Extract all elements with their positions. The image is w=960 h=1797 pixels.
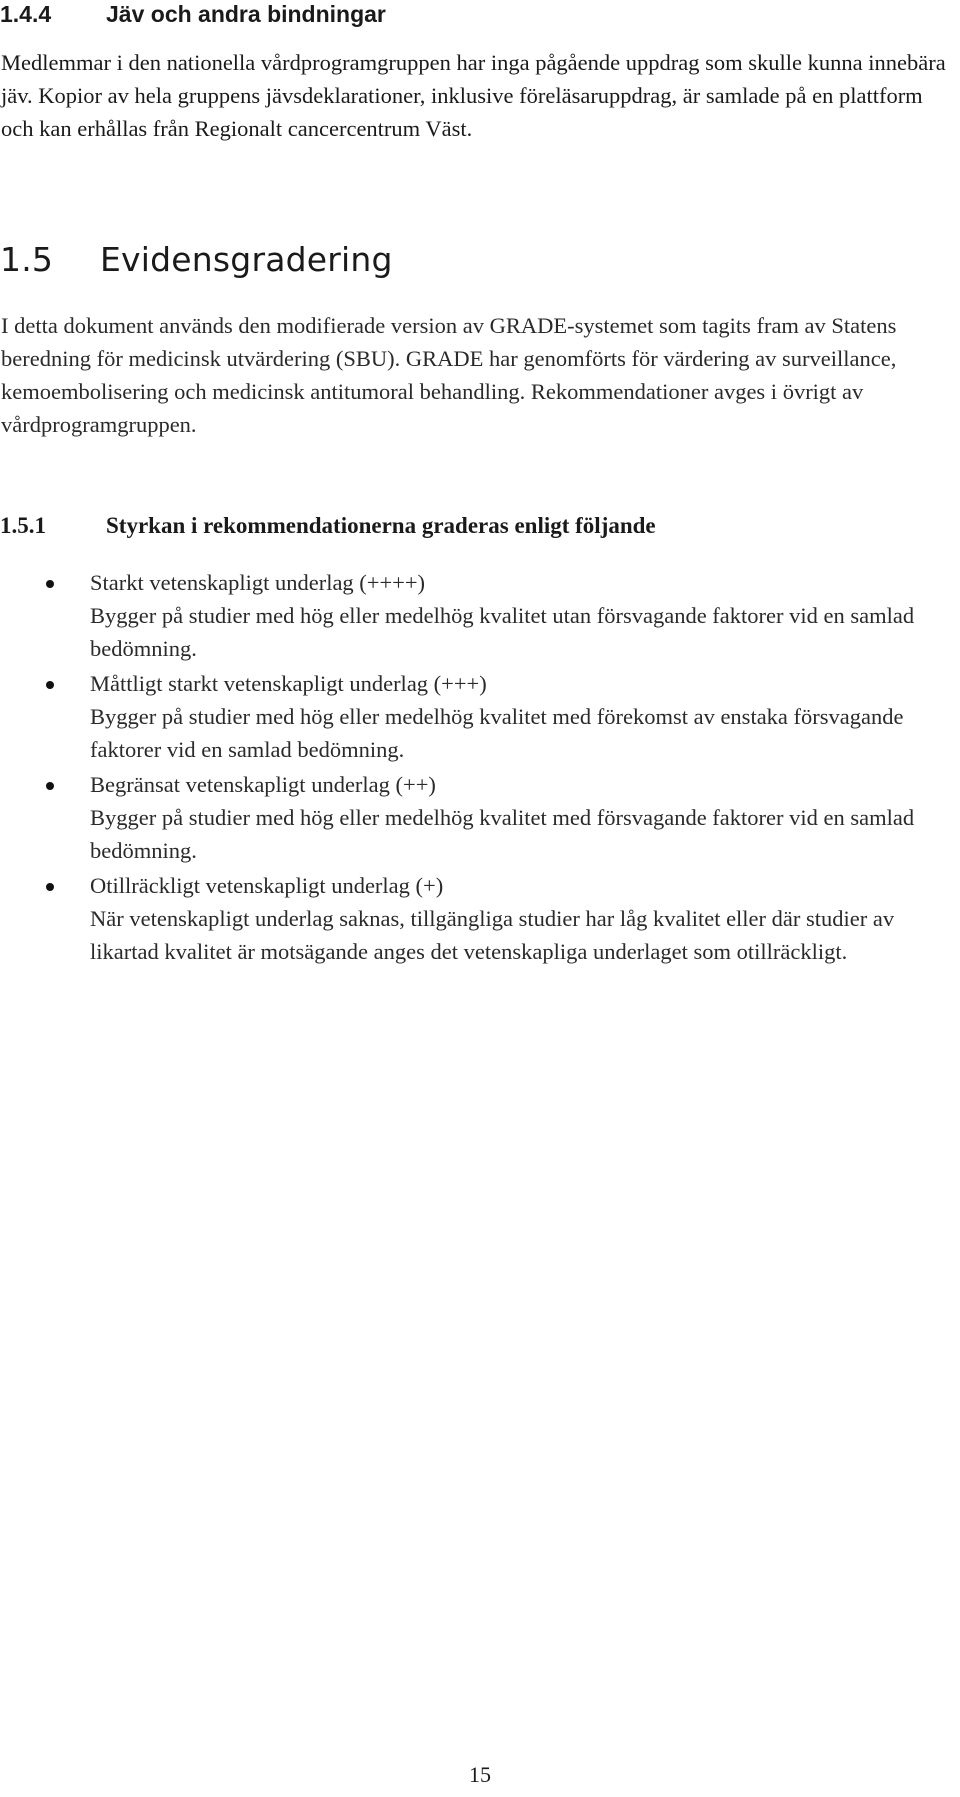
list-item (0, 869, 930, 968)
list-item-text: Bygger på studier med hög eller medelhög kvalitet med förekomst av enstaka försvagande faktorer vid en samlad bedömning. (90, 704, 904, 762)
bullet-icon (46, 681, 54, 689)
list-item (0, 768, 930, 867)
page-number: 15 (469, 1762, 491, 1787)
section-1-5-1-number: 1.5.1 (0, 513, 46, 538)
section-1-5-body: I detta dokument används den modifierade version av GRADE-systemet som tagits fram av Statens beredning för medicinsk utvärdering (SBU). GRADE har genomförts för värdering av surveillance, kemoembolisering och medicinsk antitumoral behandling. Rekommendationer avges i övrigt av vårdprogramgruppen. (1, 313, 897, 437)
bullet-icon (46, 580, 54, 588)
list-item-text: Bygger på studier med hög eller medelhög kvalitet utan försvagande faktorer vid en samlad bedömning. (90, 603, 915, 661)
section-1-5-heading (0, 240, 393, 280)
list-item-text: Bygger på studier med hög eller medelhög kvalitet med försvagande faktorer vid en samlad bedömning. (90, 805, 915, 863)
list-item-heading: Starkt vetenskapligt underlag (++++) (90, 570, 426, 595)
list-item-heading: Måttligt starkt vetenskapligt underlag (+++) (90, 671, 487, 696)
list-item (0, 667, 930, 766)
evidence-grade-list (0, 566, 930, 970)
section-1-5-1-heading (0, 511, 656, 541)
section-1-4-4-title: Jäv och andra bindningar (106, 1, 386, 27)
section-1-5-number: 1.5 (0, 240, 54, 279)
list-item-heading: Begränsat vetenskapligt underlag (++) (90, 772, 436, 797)
section-1-4-4-number: 1.4.4 (0, 1, 52, 27)
list-item-heading: Otillräckligt vetenskapligt underlag (+) (90, 873, 444, 898)
bullet-icon (46, 782, 54, 790)
section-1-5-title: Evidensgradering (100, 240, 393, 279)
section-1-4-4-body: Medlemmar i den nationella vårdprogramgruppen har inga pågående uppdrag som skulle kunna innebära jäv. Kopior av hela gruppens jävsdeklarationer, inklusive föreläsaruppdrag, är samlade på en plattform och kan erhållas från Regionalt cancercentrum Väst. (1, 50, 946, 141)
section-1-4-4-heading (0, 0, 386, 28)
section-1-5-1-title: Styrkan i rekommendationerna graderas enligt följande (106, 513, 656, 538)
list-item-text: När vetenskapligt underlag saknas, tillgängliga studier har låg kvalitet eller där studier av likartad kvalitet är motsägande anges det vetenskapliga underlaget som otillräckligt. (90, 906, 895, 964)
list-item (0, 566, 930, 665)
bullet-icon (46, 883, 54, 891)
